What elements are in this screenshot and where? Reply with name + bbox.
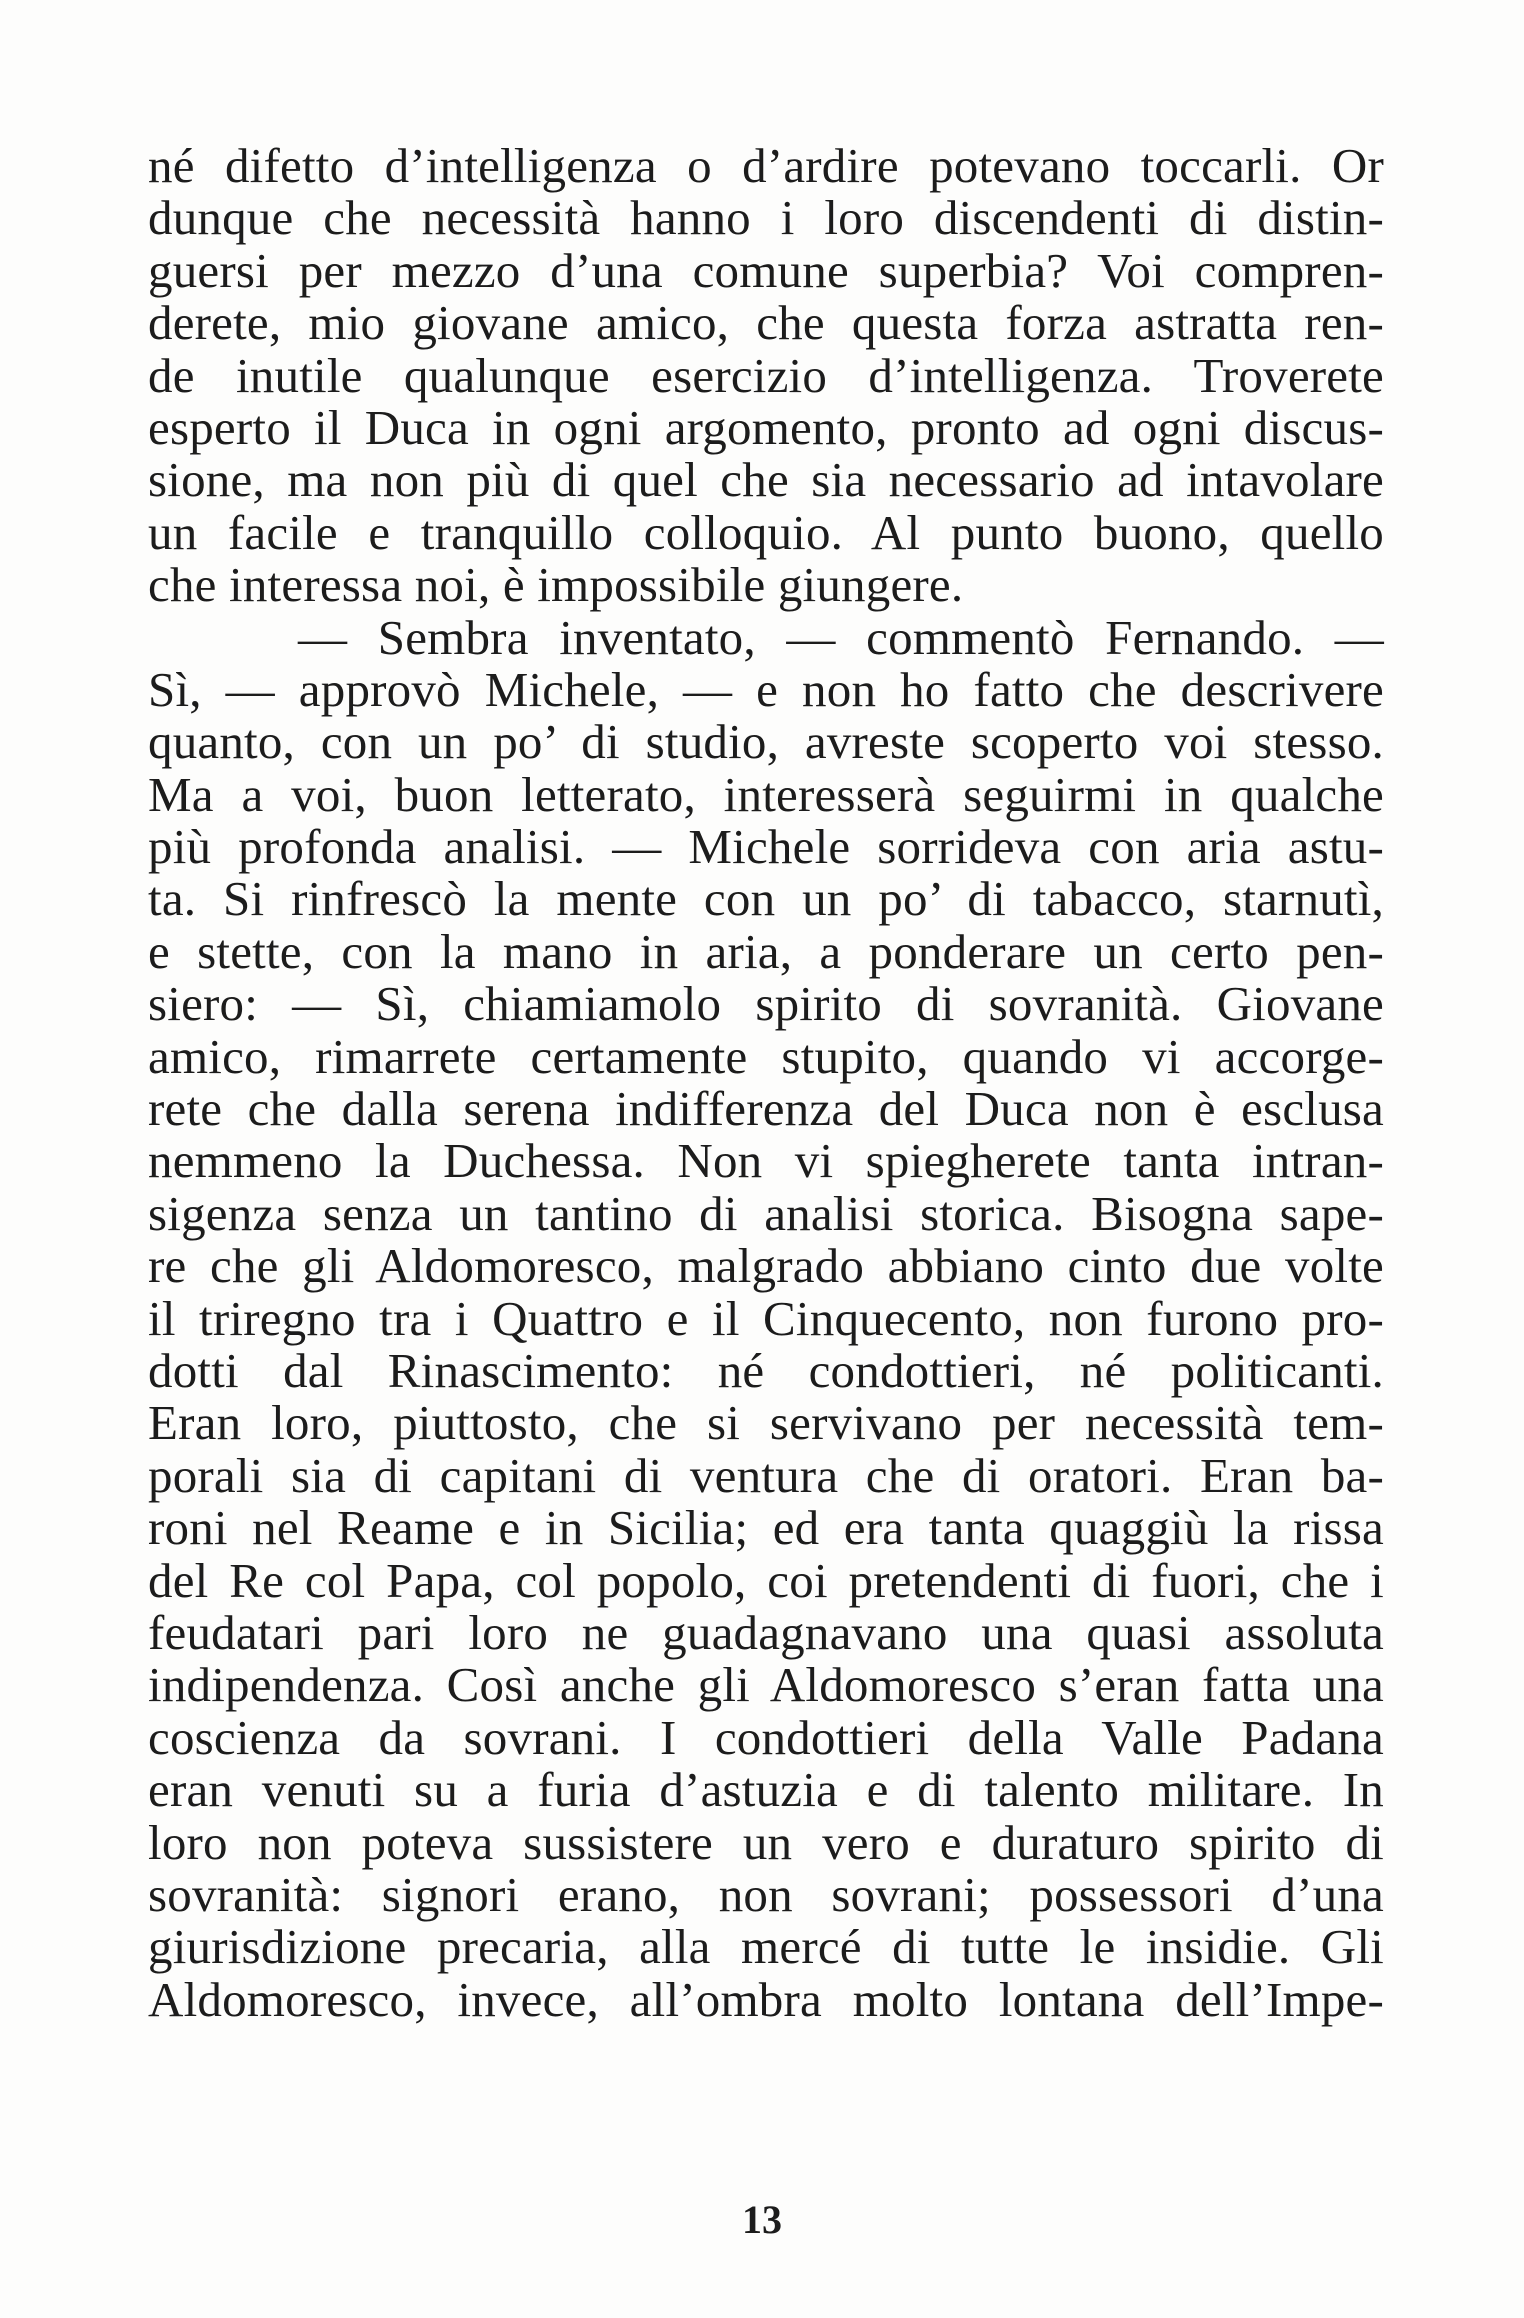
text-line: loro non poteva sussistere un vero e duraturo spirito di xyxy=(148,1814,1384,1870)
text-line: dotti dal Rinascimento: né condottieri, né politicanti. xyxy=(148,1342,1384,1398)
text-line: un facile e tranquillo colloquio. Al punto buono, quello xyxy=(148,504,1384,560)
text-line: guersi per mezzo d’una comune superbia? Voi compren- xyxy=(148,242,1384,298)
text-line: esperto il Duca in ogni argomento, pronto ad ogni discus- xyxy=(148,399,1384,455)
text-line: porali sia di capitani di ventura che di oratori. Eran ba- xyxy=(148,1447,1384,1503)
text-line: sigenza senza un tantino di analisi storica. Bisogna sape- xyxy=(148,1185,1384,1241)
text-line: Eran loro, piuttosto, che si servivano per necessità tem- xyxy=(148,1395,1384,1451)
text-line: indipendenza. Così anche gli Aldomoresco s’eran fatta una xyxy=(148,1657,1384,1713)
text-line: ta. Si rinfrescò la mente con un po’ di tabacco, starnutì, xyxy=(148,871,1384,927)
text-line: che interessa noi, è impossibile giungere. xyxy=(148,557,964,613)
text-line: Ma a voi, buon letterato, interesserà seguirmi in qualche xyxy=(148,766,1384,822)
text-line: re che gli Aldomoresco, malgrado abbiano cinto due volte xyxy=(148,1238,1384,1294)
text-line: Aldomoresco, invece, all’ombra molto lontana dell’Impe- xyxy=(148,1971,1384,2027)
text-line: feudatari pari loro ne guadagnavano una quasi assoluta xyxy=(148,1604,1384,1660)
text-line: dunque che necessità hanno i loro discendenti di distin- xyxy=(148,190,1384,246)
text-line: derete, mio giovane amico, che questa forza astratta ren- xyxy=(148,295,1384,351)
text-line: nemmeno la Duchessa. Non vi spiegherete tanta intran- xyxy=(148,1133,1384,1189)
text-line: giurisdizione precaria, alla mercé di tutte le insidie. Gli xyxy=(148,1919,1384,1975)
body-text xyxy=(148,140,1384,2026)
text-line: coscienza da sovrani. I condottieri della Valle Padana xyxy=(148,1709,1384,1765)
text-line: amico, rimarrete certamente stupito, quando vi accorge- xyxy=(148,1028,1384,1084)
text-line: sione, ma non più di quel che sia necessario ad intavolare xyxy=(148,452,1384,508)
text-line: roni nel Reame e in Sicilia; ed era tanta quaggiù la rissa xyxy=(148,1500,1384,1556)
text-line: rete che dalla serena indifferenza del Duca non è esclusa xyxy=(148,1081,1384,1137)
text-line: — Sembra inventato, — commentò Fernando. — xyxy=(298,609,1384,665)
page-number: 13 xyxy=(742,2197,782,2242)
text-line: il triregno tra i Quattro e il Cinquecento, non furono pro- xyxy=(148,1290,1384,1346)
text-line: quanto, con un po’ di studio, avreste scoperto voi stesso. xyxy=(148,714,1384,770)
text-line: siero: — Sì, chiamiamolo spirito di sovranità. Giovane xyxy=(148,976,1384,1032)
text-line: del Re col Papa, col popolo, coi pretendenti di fuori, che i xyxy=(148,1552,1384,1608)
text-line: sovranità: signori erano, non sovrani; possessori d’una xyxy=(148,1866,1384,1922)
text-line: de inutile qualunque esercizio d’intelligenza. Troverete xyxy=(148,347,1384,403)
text-line: né difetto d’intelligenza o d’ardire potevano toccarli. Or xyxy=(148,138,1384,193)
text-line: eran venuti su a furia d’astuzia e di talento militare. In xyxy=(148,1762,1384,1818)
text-line: più profonda analisi. — Michele sorrideva con aria astu- xyxy=(148,819,1384,875)
text-line: Sì, — approvò Michele, — e non ho fatto che descrivere xyxy=(148,661,1384,717)
text-line: e stette, con la mano in aria, a ponderare un certo pen- xyxy=(148,923,1384,979)
